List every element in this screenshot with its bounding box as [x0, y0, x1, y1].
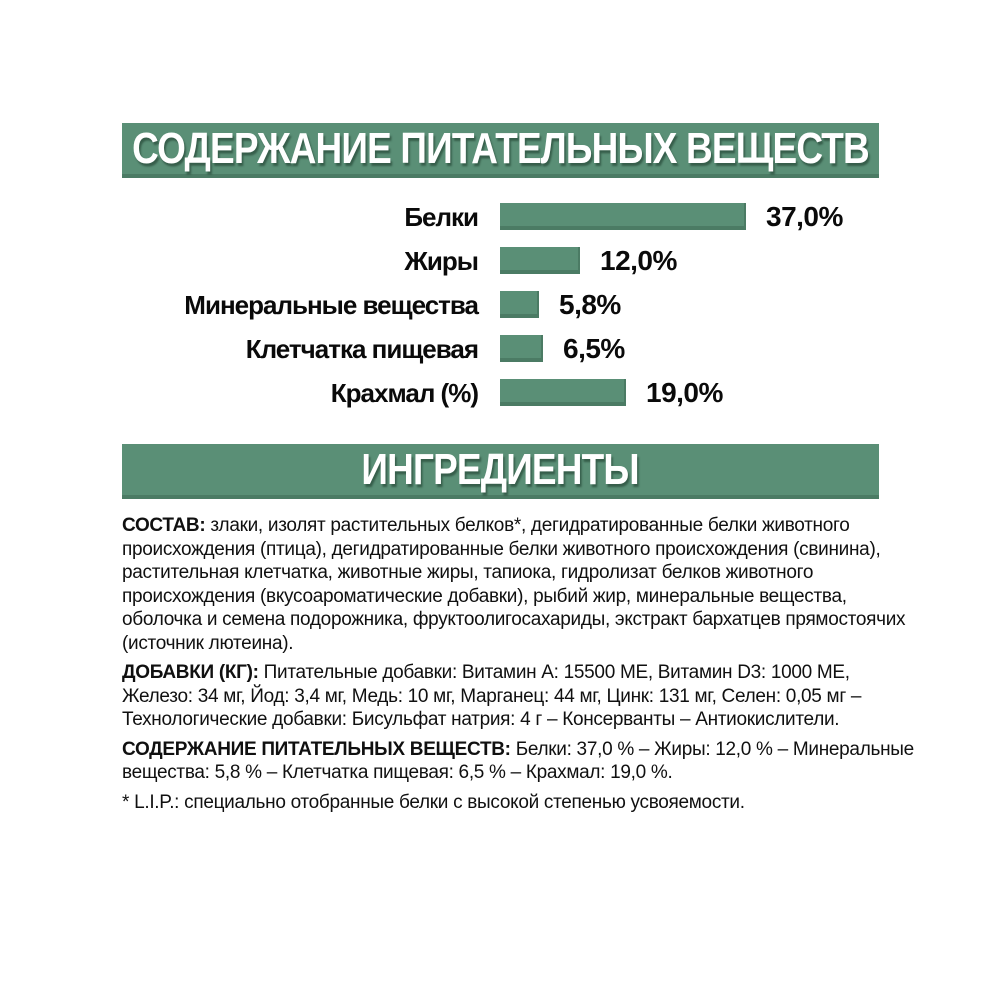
chart-bar	[500, 203, 746, 230]
ingredients-header-title: ИНГРЕДИЕНТЫ	[361, 444, 640, 494]
chart-row	[120, 376, 920, 408]
text-line: Железо: 34 мг, Йод: 3,4 мг, Медь: 10 мг, Марганец: 44 мг, Цинк: 131 мг, Селен: 0,05 мг –	[122, 685, 862, 707]
chart-category-label: Крахмал (%)	[330, 377, 478, 408]
ingredients-paragraph	[122, 791, 884, 815]
text-line: происхождения (птица), дегидратированные белки животного происхождения (свинина),	[122, 538, 881, 560]
text-line: * L.I.P.: специально отобранные белки с высокой степенью усвояемости.	[122, 791, 745, 813]
chart-category-label: Белки	[404, 201, 478, 232]
chart-value-label: 12,0%	[600, 244, 677, 276]
text-line: происхождения (вкусоароматические добавки), рыбий жир, минеральные вещества,	[122, 585, 847, 607]
text-line: Технологические добавки: Бисульфат натрия: 4 г – Консерванты – Антиокислители.	[122, 709, 840, 730]
nutrients-header-band	[122, 123, 879, 178]
text-line: ДОБАВКИ (КГ): Питательные добавки: Витамин A: 15500 МЕ, Витамин D3: 1000 МЕ,	[122, 662, 850, 683]
chart-row	[120, 288, 920, 320]
text-line: растительная клетчатка, животные жиры, тапиока, гидролизат белков животного	[122, 562, 814, 583]
ingredients-text-block	[122, 514, 914, 820]
chart-category-label: Минеральные вещества	[184, 289, 478, 320]
chart-bar	[500, 247, 580, 274]
chart-value-label: 19,0%	[646, 376, 723, 408]
text-line: СОСТАВ: злаки, изолят растительных белков*, дегидратированные белки животного	[122, 515, 850, 536]
ingredients-header-band	[122, 444, 879, 499]
ingredients-paragraph	[122, 661, 884, 732]
nutrients-bar-chart	[120, 200, 920, 423]
paragraph-lead: СОДЕРЖАНИЕ ПИТАТЕЛЬНЫХ ВЕЩЕСТВ:	[122, 738, 516, 760]
text-line: вещества: 5,8 % – Клетчатка пищевая: 6,5 % – Крахмал: 19,0 %.	[122, 762, 673, 783]
paragraph-lead: ДОБАВКИ (КГ):	[122, 662, 264, 683]
chart-row	[120, 332, 920, 364]
text-line: (источник лютеина).	[122, 632, 294, 654]
chart-category-label: Жиры	[404, 245, 478, 276]
paragraph-lead: СОСТАВ:	[122, 515, 211, 536]
chart-bar	[500, 291, 539, 318]
chart-bar	[500, 379, 626, 406]
chart-row	[120, 200, 920, 232]
chart-value-label: 6,5%	[563, 332, 625, 364]
chart-value-label: 37,0%	[766, 200, 843, 232]
ingredients-paragraph	[122, 514, 906, 655]
chart-bar	[500, 335, 543, 362]
text-line: СОДЕРЖАНИЕ ПИТАТЕЛЬНЫХ ВЕЩЕСТВ: Белки: 37,0 % – Жиры: 12,0 % – Минеральные	[122, 738, 914, 760]
chart-value-label: 5,8%	[559, 288, 621, 320]
chart-category-label: Клетчатка пищевая	[245, 333, 478, 364]
ingredients-paragraph	[122, 738, 914, 785]
chart-row	[120, 244, 920, 276]
nutrients-header-title: СОДЕРЖАНИЕ ПИТАТЕЛЬНЫХ ВЕЩЕСТВ	[132, 123, 869, 173]
text-line: оболочка и семена подорожника, фруктоолигосахариды, экстракт бархатцев прямостоячих	[122, 609, 906, 630]
